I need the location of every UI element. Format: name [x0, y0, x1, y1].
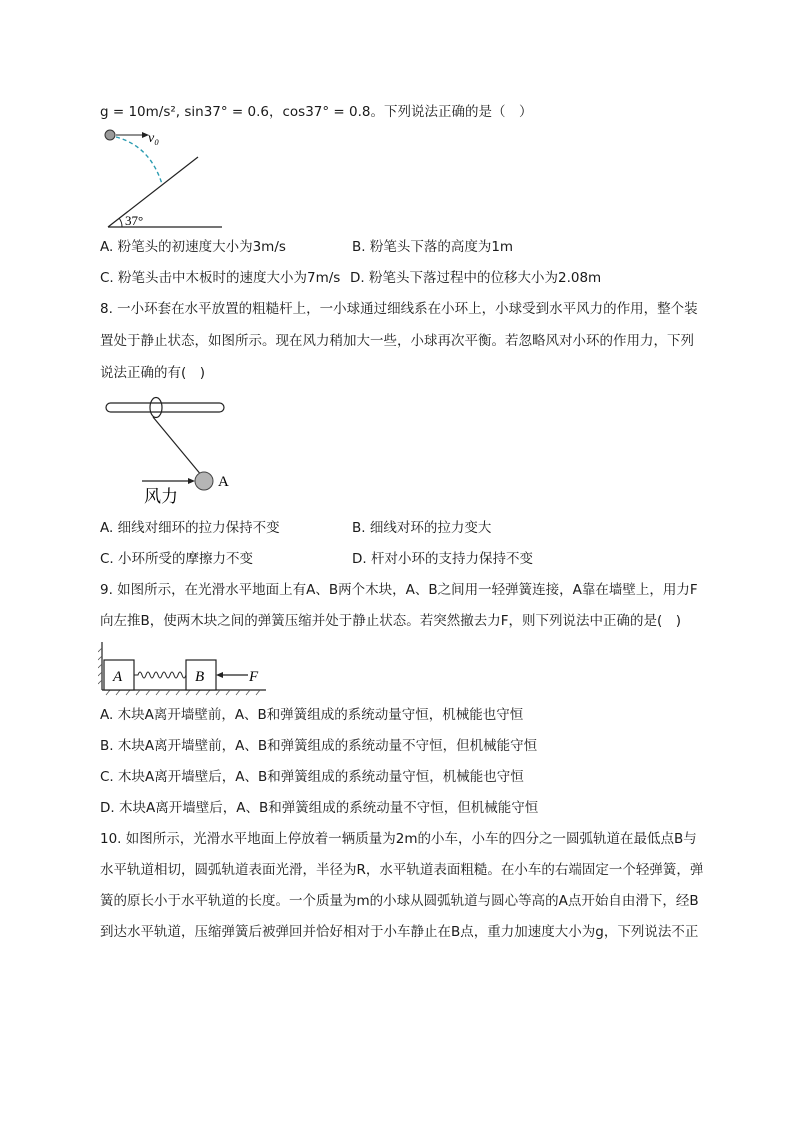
q9-option-a: A. 木块A离开墙壁前，A、B和弹簧组成的系统动量守恒，机械能也守恒: [100, 707, 524, 723]
wind-label: 风力: [144, 487, 178, 507]
q8-option-c: C. 小环所受的摩擦力不变: [100, 551, 254, 567]
q7-option-b: B. 粉笔头下落的高度为1m: [352, 239, 514, 255]
q7-figure: [98, 124, 228, 230]
q8-option-b: B. 细线对环的拉力变大: [352, 520, 492, 536]
q7-stem-tail: g = 10m/s², sin37° = 0.6，cos37° = 0.8。下列说法正确的是（ ）: [100, 104, 533, 120]
q9-stem-line2: 向左推B，使两木块之间的弹簧压缩并处于静止状态。若突然撤去力F，则下列说法中正确的是( ): [100, 613, 682, 629]
q8-stem-line1: 8. 一小环套在水平放置的粗糙杆上，一小球通过细线系在小环上，小球受到水平风力的作用，整个装: [100, 301, 698, 317]
q8-figure: [100, 392, 240, 510]
q10-stem-line2: 水平轨道相切，圆弧轨道表面光滑，半径为R，水平轨道表面粗糙。在小车的右端固定一个轻弹簧，弹: [100, 862, 704, 878]
q8-stem-line3: 说法正确的有( ): [100, 365, 206, 381]
q7-option-c: C. 粉笔头击中木板时的速度大小为7m/s: [100, 270, 341, 286]
q8-option-a: A. 细线对细环的拉力保持不变: [100, 520, 280, 536]
q9-option-d: D. 木块A离开墙壁后，A、B和弹簧组成的系统动量不守恒，但机械能守恒: [100, 800, 539, 816]
velocity-label: v₀: [148, 131, 160, 146]
q10-stem-line1: 10. 如图所示，光滑水平地面上停放着一辆质量为2m的小车，小车的四分之一圆弧轨道在最低点B与: [100, 831, 697, 847]
q9-stem-line1: 9. 如图所示，在光滑水平地面上有A、B两个木块，A、B之间用一轻弹簧连接，A靠在墙壁上，用力F: [100, 582, 698, 598]
q10-stem-line3: 簧的原长小于水平轨道的长度。一个质量为m的小球从圆弧轨道与圆心等高的A点开始自由滑下，经B: [100, 893, 699, 909]
q9-option-c: C. 木块A离开墙壁后，A、B和弹簧组成的系统动量守恒，机械能也守恒: [100, 769, 524, 785]
q8-stem-line2: 置处于静止状态，如图所示。现在风力稍加大一些，小球再次平衡。若忽略风对小环的作用力，下列: [100, 333, 694, 349]
q9-figure: [98, 640, 268, 696]
force-label: F: [249, 669, 259, 685]
q7-option-d: D. 粉笔头下落过程中的位移大小为2.08m: [350, 270, 602, 286]
q7-option-a: A. 粉笔头的初速度大小为3m/s: [100, 239, 286, 255]
q9-option-b: B. 木块A离开墙壁前，A、B和弹簧组成的系统动量不守恒，但机械能守恒: [100, 738, 538, 754]
angle-label: 37°: [125, 213, 144, 228]
block-b-label: B: [195, 669, 205, 685]
block-a-label: A: [113, 669, 123, 685]
q10-stem-line4: 到达水平轨道，压缩弹簧后被弹回并恰好相对于小车静止在B点，重力加速度大小为g，下列说法不正: [100, 924, 699, 940]
ball-label: A: [218, 474, 229, 490]
q8-option-d: D. 杆对小环的支持力保持不变: [352, 551, 533, 567]
